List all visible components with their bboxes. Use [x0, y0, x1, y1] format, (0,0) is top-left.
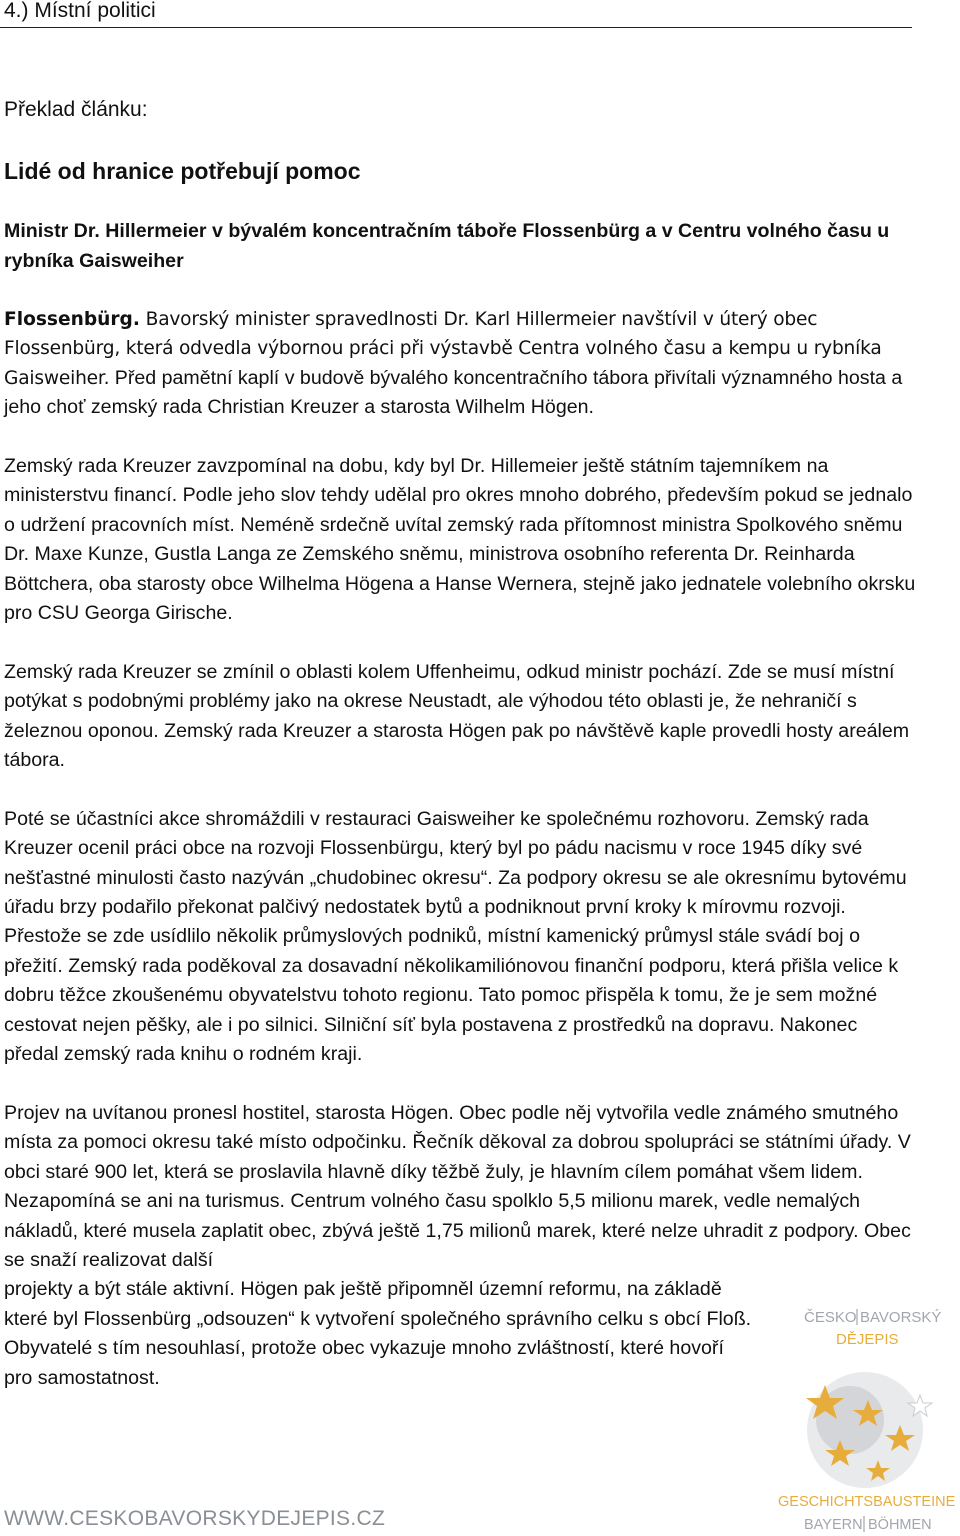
website-link[interactable]: WWW.CESKOBAVORSKYDEJEPIS.CZ: [4, 1507, 386, 1530]
paragraph-5: Projev na uvítanou pronesl hostitel, starosta Högen. Obec podle něj vytvořila vedle známého smutného místa za pomoci okresu také místo odpočinku. Řečník děkoval za dobrou spolupráci se státními úřady. V obci staré 900 let, která se proslavila hlavně díky těžbě žuly, je hlavním cílem pomáhat všem lidem. Nezapomíná se ani na turismus. Centrum volného času spolklo 5,5 milionu marek, vedle nemalých nákladů, které musela zaplatit obec, zbývá ještě 1,75 milionů marek, které nelze uhradit z podpory. Obec se snaží realizovat další: [4, 1101, 911, 1271]
paragraph-3: Zemský rada Kreuzer se zmínil o oblasti kolem Uffenheimu, odkud ministr pochází. Zde se musí místní potýkat s podobnými problémy jako na okrese Neustadt, ale výhodou této oblasti je, že nehraničí s železnou oponou. Zemský rada Kreuzer a starosta Högen pak po návštěvě kaple provedli hosty areálem tábora.: [4, 660, 910, 772]
paragraph-2: Zemský rada Kreuzer zavzpomínal na dobu, kdy byl Dr. Hillemeier ještě státním tajemníkem na ministerstvu financí. Podle jeho slov tehdy udělal pro okres mnoho dobrého, především pokud se jednalo o udržení pracovních míst. Neméně srdečně uvítal zemský rada přítomnost ministra Spolkového sněmu Dr. Maxe Kunze, Gustla Langa ze Zemského sněmu, ministrova osobního referenta Dr. Reinharda Böttchera, oba starosty obce Wilhelma Högena a Hanse Wernera, stejně jako jednatele volebního okrsku pro CSU Georga Girische.: [4, 455, 916, 625]
paragraph-5-continued: projekty a být stále aktivní. Högen pak ještě připomněl územní reformu, na základě které byl Flossenbürg „odsouzen“ k vytvoření společného správního celku s obcí Floß. Obyvatelé s tím nesouhlasí, protože obec vykazuje mnoho zvláštností, které hovoří pro samostatnost.: [4, 1278, 752, 1389]
paragraph-4: Poté se účastníci akce shromáždili v restauraci Gaisweiher ke společnému rozhovoru. Zemský rada Kreuzer ocenil práci obce na rozvoji Flossenbürgu, který byl po pádu nacismu v roce 1945 díky své nešťastné minulosti často nazýván „chudobinec okresu“. Za podpory okresu se ale okresnímu bytovému úřadu brzy podařilo překonat palčivý nedostatek bytů a podniknout první kroky k mírovmu rozvoji. Přestože se zde usídlilo několik průmyslových podniků, místní kamenický průmysl stále svádí boj o přežití. Zemský rada poděkoval za dosavadní několikamiliónovou finanční podporu, která přišla velice k dobru těžce zkoušenému obyvatelstvu tohoto regionu. Tato pomoc přispěla k tomu, že je sem možné cestovat nejen pěšky, ale i po silnici. Silniční síť byla postavena z prostředků na dopravu. Nakonec předal zemský rada knihu o rodném kraji.: [4, 807, 907, 1066]
logo-text-geschichtsbausteine: GESCHICHTSBAUSTEINE: [778, 1494, 956, 1510]
article-lead: Ministr Dr. Hillermeier v bývalém koncentračním táboře Flossenbürg a v Centru volného času u rybníka Gaisweiher: [4, 220, 890, 272]
paragraph-1: [4, 305, 916, 423]
logo-text-cesko: ČESKO: [804, 1309, 857, 1326]
page-header: [0, 0, 912, 28]
logo-text-bayern: BAYERN: [804, 1517, 863, 1533]
logo-text-bohmen: BÖHMEN: [868, 1517, 932, 1533]
article-body: [4, 305, 916, 1422]
article-headline: Lidé od hranice potřebují pomoc: [4, 158, 361, 184]
translation-label: Překlad článku:: [4, 98, 148, 121]
dateline-place: Flossenbürg.: [4, 309, 140, 330]
paragraph-1-lead: Bavorský minister spravedlnosti Dr. Karl Hillermeier navštívil v úterý obec Flossenbürg, která odvedla výbornou práci při výstavbě Centra volného času a kempu u rybníka Gaisweiher.: [4, 309, 882, 389]
paragraph-1-rest: Před pamětní kaplí v budově bývalého koncentračního tábora přivítali významného hosta a jeho choť zemský rada Christian Kreuzer a starosta Wilhelm Högen.: [4, 366, 903, 419]
logo-text-bavorsky: BAVORSKÝ: [860, 1309, 942, 1326]
cesko-bavorsky-dejepis-logo: [770, 1300, 960, 1536]
logo-text-dejepis: DĚJEPIS: [836, 1331, 899, 1348]
section-title: 4.) Místní politici: [4, 0, 156, 22]
